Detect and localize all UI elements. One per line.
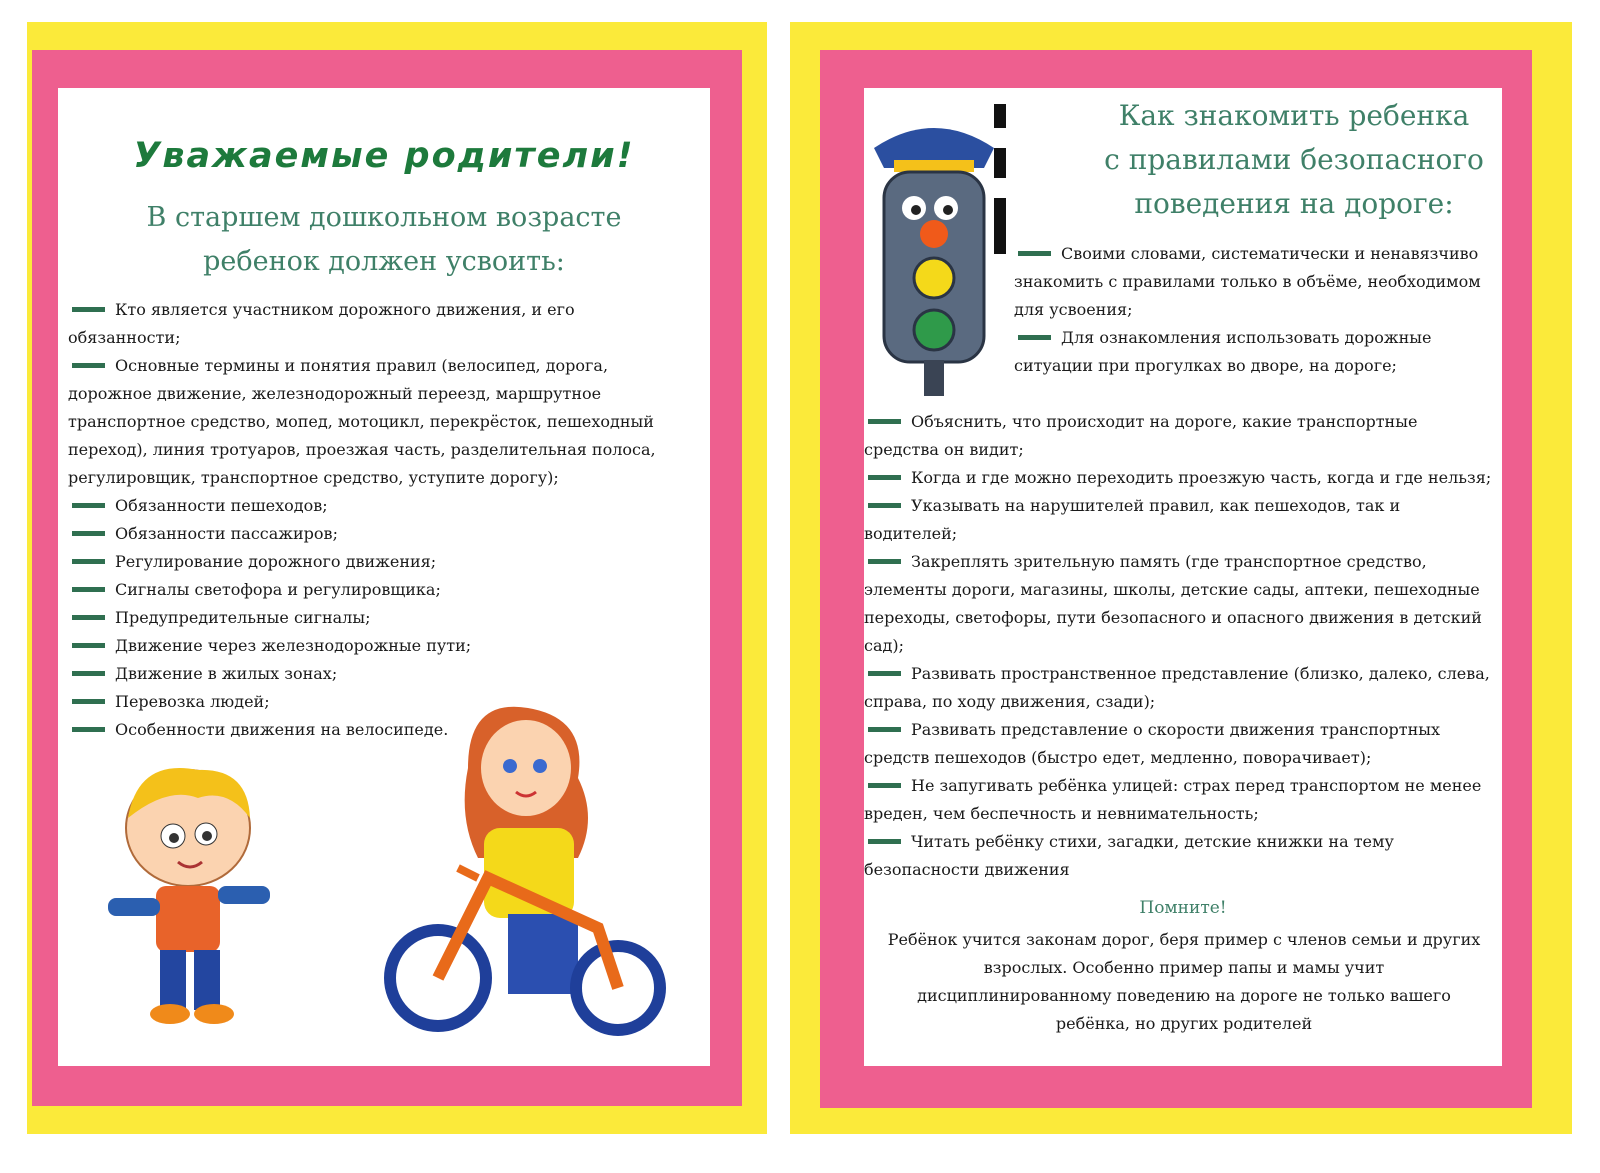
right-list-top — [1014, 240, 1494, 380]
boy-illustration — [98, 758, 298, 1038]
left-subtitle-line2: ребенок должен усвоить: — [203, 246, 565, 277]
list-item: Не запугивать ребёнка улицей: страх перед транспортом не менее вреден, чем беспечность и невнимательность; — [864, 776, 1482, 823]
right-title-line3: поведения на дороге: — [1134, 187, 1454, 220]
list-item: Особенности движения на велосипеде. — [68, 716, 688, 744]
list-item: Движение в жилых зонах; — [68, 660, 688, 688]
list-item: Развивать пространственное представление (близко, далеко, слева, справа, по ходу движения, сзади); — [864, 664, 1490, 711]
dash-icon — [868, 503, 901, 508]
left-subtitle — [58, 196, 710, 284]
dash-icon — [72, 363, 105, 368]
dash-icon — [72, 503, 105, 508]
dash-icon — [72, 727, 105, 732]
dash-icon — [72, 531, 105, 536]
dash-icon — [868, 839, 901, 844]
right-page — [864, 88, 1502, 1066]
right-title-line2: с правилами безопасного — [1104, 143, 1484, 176]
list-item: Обязанности пассажиров; — [68, 520, 688, 548]
list-item: Развивать представление о скорости движения транспортных средств пешеходов (быстро едет, медленно, поворачивает); — [864, 720, 1441, 767]
list-item: Перевозка людей; — [68, 688, 688, 716]
left-title: Уважаемые родители! — [133, 136, 635, 176]
list-item: Указывать на нарушителей правил, как пешеходов, так и водителей; — [864, 496, 1401, 543]
dash-icon — [1018, 251, 1051, 256]
dash-icon — [72, 699, 105, 704]
dash-icon — [72, 671, 105, 676]
list-item: Читать ребёнку стихи, загадки, детские книжки на тему безопасности движения — [864, 832, 1394, 879]
dash-icon — [868, 475, 901, 480]
dash-icon — [72, 643, 105, 648]
right-list — [864, 408, 1494, 884]
remember-title: Помните! — [1139, 898, 1227, 918]
list-item: Когда и где можно переходить проезжую часть, когда и где нельзя; — [864, 464, 1494, 492]
girl-bike-illustration — [368, 688, 678, 1048]
dash-icon — [72, 559, 105, 564]
right-title — [1084, 94, 1504, 226]
dash-icon — [868, 559, 901, 564]
list-item: Основные термины и понятия правил (велосипед, дорога, дорожное движение, железнодорожный переезд, маршрутное транспортное средство, мопед, мотоцикл, перекрёсток, пешеходный переход), линия тротуаров, проезжая часть, разделительная полоса, регулировщик, транспортное средство, уступите дорогу); — [68, 356, 656, 487]
list-item: Закреплять зрительную память (где транспортное средство, элементы дороги, магазины, школы, детские сады, аптеки, пешеходные переходы, светофоры, пути безопасного и опасного движения в детский сад); — [864, 552, 1482, 655]
left-list — [68, 296, 688, 744]
dash-icon — [868, 783, 901, 788]
list-item: Предупредительные сигналы; — [68, 604, 688, 632]
dash-icon — [72, 307, 105, 312]
left-subtitle-line1: В старшем дошкольном возрасте — [146, 202, 622, 233]
list-item: Регулирование дорожного движения; — [68, 548, 688, 576]
list-item: Движение через железнодорожные пути; — [68, 632, 688, 660]
dash-icon — [1018, 335, 1051, 340]
list-item: Своими словами, систематически и ненавязчиво знакомить с правилами только в объёме, необходимом для усвоения; — [1014, 244, 1481, 319]
list-item: Для ознакомления использовать дорожные ситуации при прогулках во дворе, на дороге; — [1014, 328, 1432, 375]
dash-icon — [72, 587, 105, 592]
left-page — [58, 88, 710, 1066]
dash-icon — [868, 419, 901, 424]
list-item: Обязанности пешеходов; — [68, 492, 688, 520]
list-item: Сигналы светофора и регулировщика; — [68, 576, 688, 604]
list-item: Объяснить, что происходит на дороге, какие транспортные средства он видит; — [864, 412, 1418, 459]
dash-icon — [72, 615, 105, 620]
traffic-light-illustration — [854, 98, 1024, 398]
dash-icon — [868, 671, 901, 676]
right-title-line1: Как знакомить ребенка — [1118, 99, 1470, 132]
list-item: Кто является участником дорожного движения, и его обязанности; — [68, 300, 575, 347]
dash-icon — [868, 727, 901, 732]
remember-text: Ребёнок учится законам дорог, беря пример с членов семьи и других взрослых. Особенно пример папы и мамы учит дисциплинированному поведению на дороге не только вашего ребёнка, но других родителей — [887, 930, 1481, 1033]
